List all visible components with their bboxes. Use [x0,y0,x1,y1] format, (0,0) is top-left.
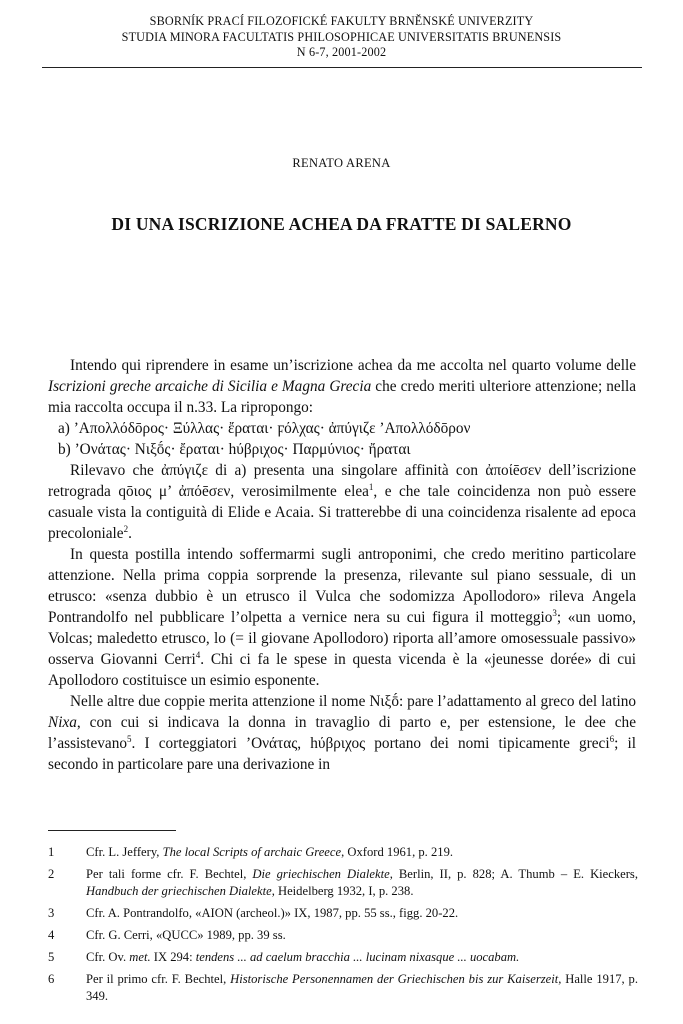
footnote-6 [48,971,638,1005]
article-body [48,355,636,775]
paragraph-4: Nelle altre due coppie merita attenzione il nome Νιξṓ: pare l’adattamento al greco del latino Nixa, con cui si indicava la donna in travaglio di parto e, per estensione, le dee che l’assistevano$^5$. I corteggiatori ’Ονάτας, hύβριχος portano dei nomi tipicamente greci$^6$; il secondo in particolare pare una derivazione in [48,693,636,773]
header-divider [42,67,642,68]
footnote-number: 1 [48,845,55,859]
footnote-divider [48,830,176,831]
journal-header-line-3: N 6-7, 2001-2002 [296,45,387,59]
journal-header-line-2: STUDIA MINORA FACULTATIS PHILOSOPHICAE UNIVERSITATIS BRUNENSIS [121,29,562,44]
inscription-line-b: b) ’Ονάτας· Νιξṓς· ἔραται· hύβριχος· Παρμύνιος· ἤραται [58,441,411,458]
footnote-text: Cfr. A. Pontrandolfo, «AION (archeol.)» IX, 1987, pp. 55 ss., figg. 20-22. [86,906,459,920]
footnote-ref-3[interactable]: 3 [552,607,557,618]
footnote-number: 2 [48,867,55,881]
footnotes [48,844,638,1010]
footnote-number: 3 [48,906,55,920]
footnote-number: 5 [48,950,55,964]
footnote-number: 6 [48,972,55,986]
journal-header [0,14,683,61]
paragraph-3: In questa postilla intendo soffermarmi sugli antroponimi, che credo meritino particolare attenzione. Nella prima coppia sorprende la presenza, rilevante sul piano sessuale, di un etrusco: «senza dubbio è un etrusco il Vulca che sodomizza Apollodoro» rileva Angela Pontrandolfo nel pubblicare l’olpetta a vernice nera su cui figura il motteggio$^3$; «un uomo, Volcas; maledetto etrusco, lo (= il giovane Apollodoro) riporta all’amore omosessuale passivo» osserva Giovanni Cerri$^4$. Chi ci fa le spese in questa vicenda è la «jeunesse dorée» di cui Apollodoro costituisce un esimio esponente. [48,546,636,689]
footnote-ref-6[interactable]: 6 [609,733,615,744]
footnote-5 [48,949,638,966]
footnote-ref-1[interactable]: 1 [368,481,374,492]
inscription-line-a: a) ’Απολλόδōρος· Ξύλλας· ἔραται· ϝόλχας· ἀπύγιζε ’Απολλόδōρον [58,420,471,437]
footnote-text: Cfr. L. Jeffery, The local Scripts of archaic Greece, Oxford 1961, p. 219. [86,845,454,859]
footnote-number: 4 [48,928,55,942]
footnote-1 [48,844,638,861]
footnote-text: Cfr. G. Cerri, «QUCC» 1989, pp. 39 ss. [86,928,286,942]
article-author: RENATO ARENA [292,156,391,170]
footnote-ref-5[interactable]: 5 [127,733,132,744]
footnote-text: Per tali forme cfr. F. Bechtel, Die griechischen Dialekte, Berlin, II, p. 828; A. Thumb – E. Kieckers, Handbuch der griechischen Dialekte, Heidelberg 1932, I, p. 238. [86,867,638,898]
footnote-text: Cfr. Ov. met. IX 294: tendens ... ad caelum bracchia ... lucinam nixasque ... uocabam. [86,950,520,964]
italic-term: Nixa [48,714,77,731]
paragraph-2: Rilevavo che ἀπύγιζε di a) presenta una singolare affinità con ἀποίēσεν dell’iscrizione retrograda qōιος μ’ ἀπόēσεν, verosimilmente elea$^1$, e che tale coincidenza non può essere casuale vista la contiguità di Elide e Acaia. Si tratterebbe di una coincidenza risalente ad epoca precoloniale$^2$. [48,462,636,542]
footnote-2 [48,866,638,900]
italic-book-title: Iscrizioni greche arcaiche di Sicilia e Magna Grecia [48,378,372,395]
paragraph-1: Intendo qui riprendere in esame un’iscrizione achea da me accolta nel quarto volume delle Iscrizioni greche arcaiche di Sicilia e Magna Grecia che credo meriti ulteriore attenzione; nella mia raccolta occupa il n.33. La ripropongo: [48,357,636,416]
footnote-text: Per il primo cfr. F. Bechtel, Historische Personennamen der Griechischen bis zur Kaiserzeit, Halle 1917, p. 349. [86,972,638,1003]
journal-header-line-1: SBORNÍK PRACÍ FILOZOFICKÉ FAKULTY BRNĚNSKÉ UNIVERZITY [149,14,534,28]
footnote-ref-2[interactable]: 2 [123,523,129,534]
footnote-4 [48,927,638,944]
footnote-ref-4[interactable]: 4 [195,649,201,660]
article-title: DI UNA ISCRIZIONE ACHEA DA FRATTE DI SALERNO [111,214,572,234]
footnote-3 [48,905,638,922]
